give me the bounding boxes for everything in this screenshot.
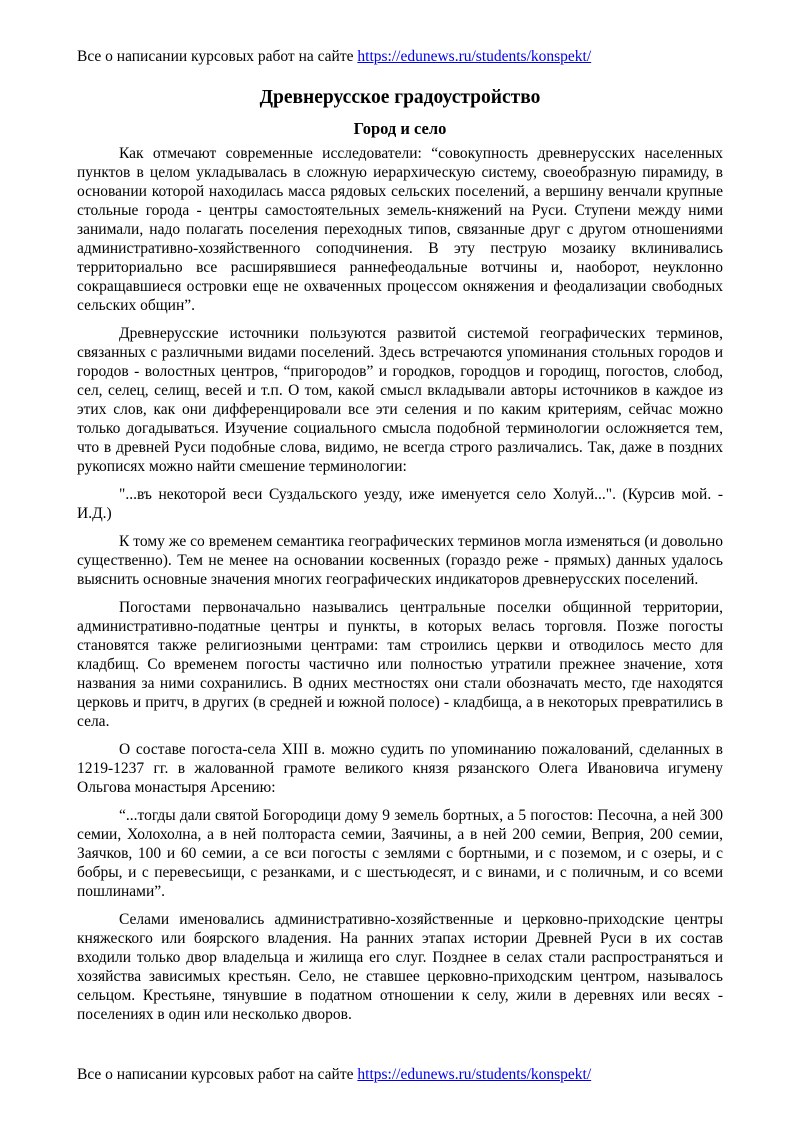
header-link[interactable]: https://edunews.ru/students/konspekt/ bbox=[357, 48, 592, 65]
section-subtitle: Город и село bbox=[353, 119, 447, 138]
quote-paragraph-2: “...тогды дали святой Богородици дому 9 земель бортных, а 5 погостов: Песочна, а ней 300 семии, Холохолна, а в ней полтораста семии, Заячины, а в ней 200 семии, Веприя, 200 семии, Заячков, 100 и 60 семии, а се вси погосты с землями с бортными, и с поземом, и с озеры, и с бобры, и с перевесьищи, с резанками, и с шестьюдесят, и с винами, и с поличным, и со всеми пошлинами”. bbox=[77, 807, 723, 900]
paragraph-1: Как отмечают современные исследователи: “совокупность древнерусских населенных пунктов в целом укладывалась в сложную иерархическую систему, своеобразную пирамиду, в основании которой находилась масса рядовых сельских поселений, а вершину венчали крупные стольные города - центры самостоятельных земель-княжений на Руси. Ступени между ними занимали, надо полагать поселения переходных типов, связанные друг с другом отношениями административно-хозяйственного соподчинения. В эту пеструю мозаику вклинивались территориально все расширявшиеся раннефеодальные вотчины и, наоборот, неуклонно сокращавшиеся островки еще не охваченных процессом окняжения и феодализации свободных сельских общин”. bbox=[77, 145, 723, 314]
header-text: Все о написании курсовых работ на сайте bbox=[77, 48, 358, 65]
paragraph-5: О составе погоста-села XIII в. можно судить по упоминанию пожалований, сделанных в 1219-1237 гг. в жалованной грамоте великого князя рязанского Олега Ивановича игумену Ольгова монастыря Арсению: bbox=[77, 741, 723, 796]
paragraph-4: Погостами первоначально назывались центральные поселки общинной территории, административно-податные центры и пункты, в которых велась торговля. Позже погосты становятся также религиозными центрами: там строились церкви и отводилось место для кладбищ. Со временем погосты частично или полностью утратили прежнее значение, хотя названия за ними сохранились. В одних местностях они стали обозначать место, где находятся церковь и притч, в других (в средней и южной полосе) - кладбища, а в некоторых превратились в села. bbox=[77, 599, 723, 730]
document-body bbox=[77, 86, 723, 1033]
document-title: Древнерусское градоустройство bbox=[259, 87, 541, 108]
footer-link[interactable]: https://edunews.ru/students/konspekt/ bbox=[357, 1066, 592, 1083]
footer-text: Все о написании курсовых работ на сайте bbox=[77, 1066, 358, 1083]
quote-paragraph-1: "...въ некоторой веси Суздальского уезду, иже именуется село Холуй...". (Курсив мой. - И.Д.) bbox=[77, 486, 723, 522]
page-header bbox=[77, 47, 591, 67]
paragraph-6: Селами именовались административно-хозяйственные и церковно-приходские центры княжеского или боярского владения. На ранних этапах истории Древней Руси в их состав входили только двор владельца и жилища его слуг. Позднее в селах стали распространяться и хозяйства зависимых крестьян. Село, не ставшее церковно-приходским центром, называлось сельцом. Крестьяне, тянувшие в податном отношении к селу, жили в деревнях или весях - поселениях в один или несколько дворов. bbox=[77, 911, 723, 1023]
paragraph-2: Древнерусские источники пользуются развитой системой географических терминов, связанных с различными видами поселений. Здесь встречаются упоминания стольных городов и городов - волостных центров, “пригородов” и городков, городцов и городищ, погостов, слобод, сел, селец, селищ, весей и т.п. О том, какой смысл вкладывали авторы источников в каждое из этих слов, как они дифференцировали все эти селения и по каким критериям, сейчас можно только догадываться. Изучение социального смысла подобной терминологии осложняется тем, что в древней Руси подобные слова, видимо, не всегда строго различались. Так, даже в поздних рукописях можно найти смешение терминологии: bbox=[77, 325, 723, 475]
page-footer bbox=[77, 1065, 591, 1085]
paragraph-3: К тому же со временем семантика географических терминов могла изменяться (и довольно существенно). Тем не менее на основании косвенных (гораздо реже - прямых) данных удалось выяснить основные значения многих географических индикаторов древнерусских поселений. bbox=[77, 533, 723, 588]
